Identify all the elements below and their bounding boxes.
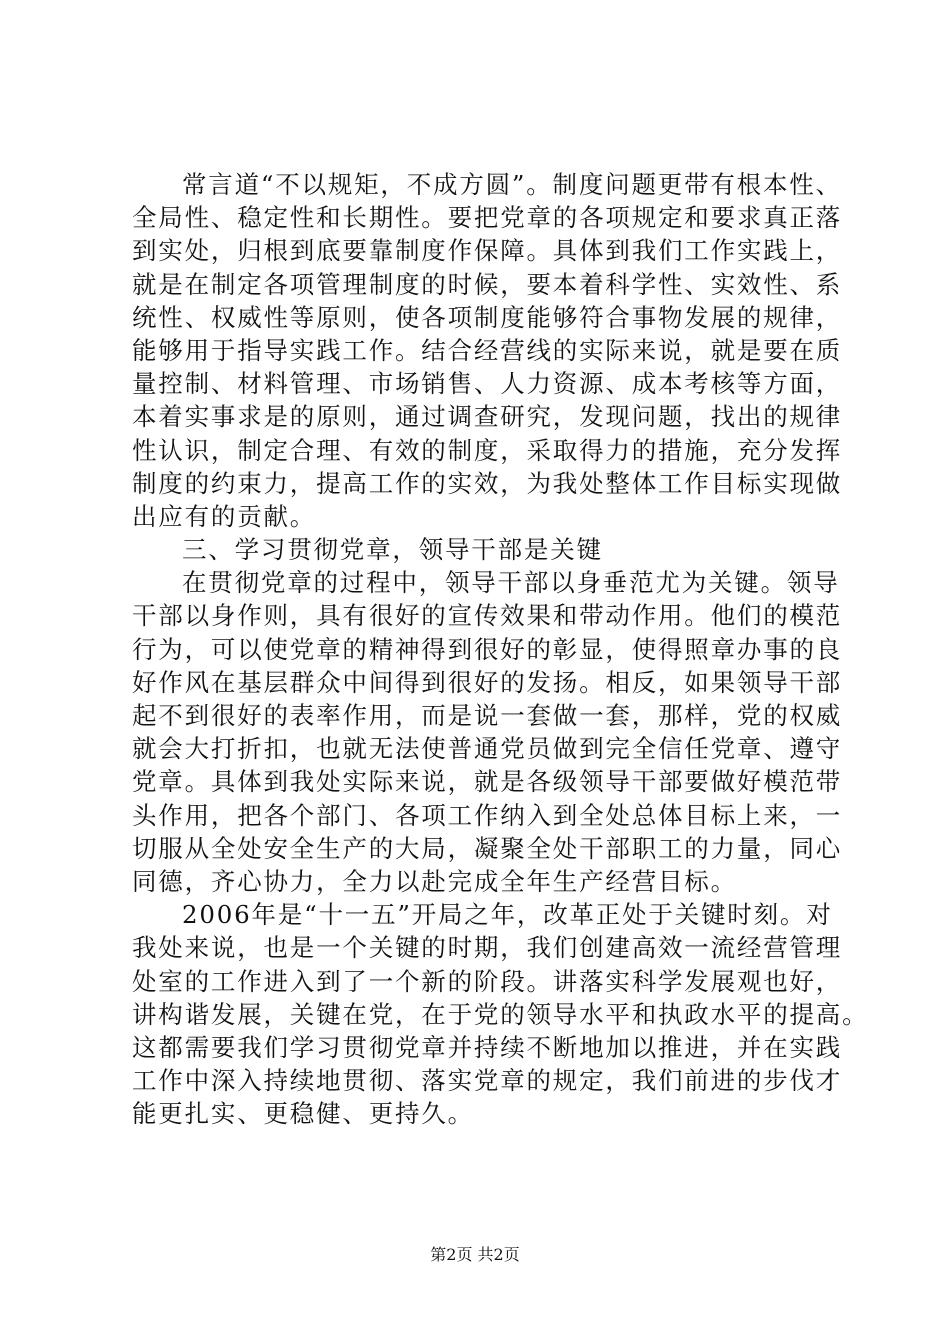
text-line: 性认识，制定合理、有效的制度，采取得力的措施，充分发挥 bbox=[132, 435, 843, 465]
section-heading: 三、学习贯彻党章，领导干部是关键 bbox=[182, 535, 603, 565]
text-line: 干部以身作则，具有很好的宣传效果和带动作用。他们的模范 bbox=[132, 601, 843, 631]
text-line: 我处来说，也是一个关键的时期，我们创建高效一流经营管理 bbox=[132, 933, 843, 963]
text-line: 切服从全处安全生产的大局，凝聚全处干部职工的力量，同心 bbox=[132, 833, 843, 863]
text-line: 这都需要我们学习贯彻党章并持续不断地加以推进，并在实践 bbox=[132, 1032, 843, 1062]
text-line: 到实处，归根到底要靠制度作保障。具体到我们工作实践上， bbox=[132, 236, 843, 266]
text-line: 同德，齐心协力，全力以赴完成全年生产经营目标。 bbox=[132, 866, 737, 896]
text-line: 头作用，把各个部门、各项工作纳入到全处总体目标上来，一 bbox=[132, 800, 843, 830]
text-line: 能够用于指导实践工作。结合经营线的实际来说，就是要在质 bbox=[132, 335, 843, 365]
text-line: 党章。具体到我处实际来说，就是各级领导干部要做好模范带 bbox=[132, 767, 843, 797]
text-line: 出应有的贡献。 bbox=[132, 501, 317, 531]
document-body bbox=[132, 168, 869, 1130]
text-line: 统性、权威性等原则，使各项制度能够符合事物发展的规律， bbox=[132, 302, 843, 332]
text-line: 讲构谐发展，关键在党，在于党的领导水平和执政水平的提高。 bbox=[132, 999, 869, 1029]
text-line: 全局性、稳定性和长期性。要把党章的各项规定和要求真正落 bbox=[132, 203, 843, 233]
text-line: 处室的工作进入到了一个新的阶段。讲落实科学发展观也好， bbox=[132, 966, 843, 996]
text-line: 2006年是“十一五”开局之年，改革正处于关键时刻。对 bbox=[182, 900, 833, 930]
text-line: 好作风在基层群众中间得到很好的发扬。相反，如果领导干部 bbox=[132, 667, 843, 697]
text-line: 本着实事求是的原则，通过调查研究，发现问题，找出的规律 bbox=[132, 402, 843, 432]
text-line: 量控制、材料管理、市场销售、人力资源、成本考核等方面， bbox=[132, 369, 843, 399]
page-number-footer: 第2页 共2页 bbox=[430, 1245, 520, 1264]
text-line: 能更扎实、更稳健、更持久。 bbox=[132, 1099, 474, 1129]
text-line: 工作中深入持续地贯彻、落实党章的规定，我们前进的步伐才 bbox=[132, 1066, 843, 1096]
text-line: 就是在制定各项管理制度的时候，要本着科学性、实效性、系 bbox=[132, 269, 843, 299]
text-line: 就会大打折扣，也就无法使普通党员做到完全信任党章、遵守 bbox=[132, 734, 843, 764]
text-line: 在贯彻党章的过程中，领导干部以身垂范尤为关键。领导 bbox=[182, 568, 840, 598]
text-line: 常言道“不以规矩，不成方圆”。制度问题更带有根本性、 bbox=[182, 170, 842, 199]
text-line: 制度的约束力，提高工作的实效，为我处整体工作目标实现做 bbox=[132, 468, 843, 498]
text-line: 行为，可以使党章的精神得到很好的彰显，使得照章办事的良 bbox=[132, 634, 843, 664]
text-line: 起不到很好的表率作用，而是说一套做一套，那样，党的权威 bbox=[132, 701, 843, 730]
